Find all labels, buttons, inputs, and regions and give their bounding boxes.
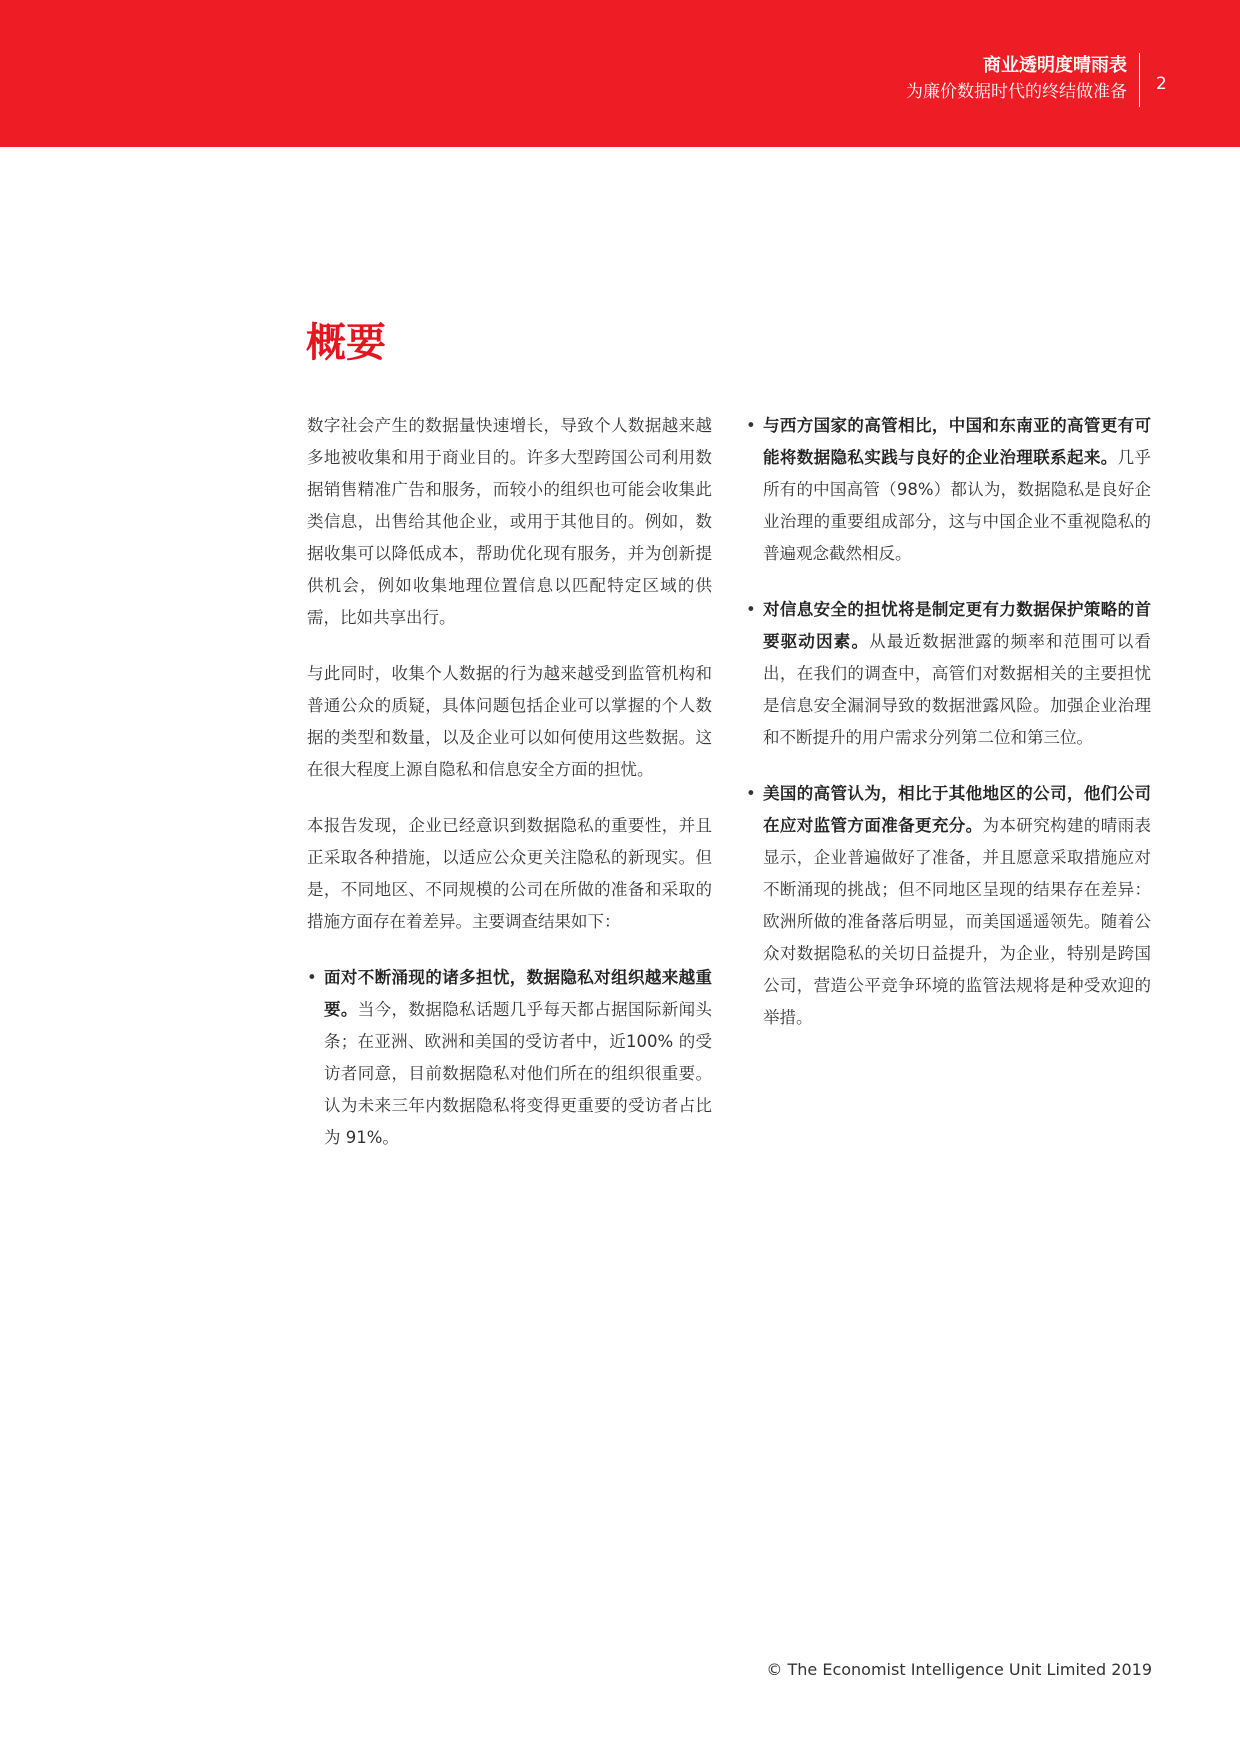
finding-text: 从最近数据泄露的频率和范围可以看出，在我们的调查中，高管们对数据相关的主要担忧是信息安全漏洞导致的数据泄露风险。加强企业治理和不断提升的用户需求分列第二位和第三位。 — [763, 632, 1152, 747]
finding-heading: 面对不断涌现的诸多担忧，数据隐私对组织越来越重要。 — [324, 968, 712, 1019]
running-header — [906, 53, 1140, 107]
finding-text: 为本研究构建的晴雨表显示，企业普遍做好了准备，并且愿意采取措施应对不断涌现的挑战；但不同地区呈现的结果存在差异：欧洲所做的准备落后明显，而美国遥遥领先。随着公众对数据隐私的关切日益提升，为企业，特别是跨国公司，营造公平竞争环境的监管法规将是种受欢迎的举措。 — [763, 816, 1152, 1027]
finding-heading: 美国的高管认为，相比于其他地区的公司，他们公司在应对监管方面准备更充分。 — [763, 784, 1151, 835]
bullet-icon: • — [746, 416, 756, 435]
page-number: 2 — [1156, 74, 1167, 94]
findings-list — [307, 962, 712, 1154]
findings-list — [746, 410, 1151, 1034]
finding-heading: 与西方国家的高管相比，中国和东南亚的高管更有可能将数据隐私实践与良好的企业治理联系起来。 — [763, 416, 1151, 467]
bullet-icon: • — [307, 968, 317, 987]
finding-text: 当今，数据隐私话题几乎每天都占据国际新闻头条；在亚洲、欧洲和美国的受访者中，近100% 的受访者同意，目前数据隐私对他们所在的组织很重要。认为未来三年内数据隐私将变得更重要的受访者占比为 91%。 — [324, 1000, 713, 1147]
finding-item — [746, 778, 1151, 1034]
section-title: 概要 — [306, 320, 386, 366]
paragraph: 与此同时，收集个人数据的行为越来越受到监管机构和普通公众的质疑，具体问题包括企业可以掌握的个人数据的类型和数量，以及企业可以如何使用这些数据。这在很大程度上源自隐私和信息安全方面的担忧。 — [307, 664, 712, 779]
left-column — [307, 410, 712, 1178]
paragraph: 数字社会产生的数据量快速增长，导致个人数据越来越多地被收集和用于商业目的。许多大型跨国公司利用数据销售精准广告和服务，而较小的组织也可能会收集此类信息，出售给其他企业，或用于其他目的。例如，数据收集可以降低成本，帮助优化现有服务，并为创新提供机会，例如收集地理位置信息以匹配特定区域的供需，比如共享出行。 — [307, 416, 712, 627]
finding-text: 几乎所有的中国高管（98%）都认为，数据隐私是良好企业治理的重要组成部分，这与中国企业不重视隐私的普遍观念截然相反。 — [763, 448, 1152, 563]
report-title: 商业透明度晴雨表 — [983, 55, 1127, 76]
bullet-icon: • — [746, 600, 756, 619]
finding-heading: 对信息安全的担忧将是制定更有力数据保护策略的首要驱动因素。 — [763, 600, 1151, 651]
right-column — [746, 410, 1151, 1058]
bullet-icon: • — [746, 784, 756, 803]
finding-item — [746, 410, 1151, 570]
finding-item — [307, 962, 712, 1154]
finding-item — [746, 594, 1151, 754]
copyright-footer: © The Economist Intelligence Unit Limited 2019 — [766, 1660, 1152, 1679]
report-subtitle: 为廉价数据时代的终结做准备 — [906, 82, 1127, 102]
paragraph: 本报告发现，企业已经意识到数据隐私的重要性，并且正采取各种措施，以适应公众更关注隐私的新现实。但是，不同地区、不同规模的公司在所做的准备和采取的措施方面存在着差异。主要调查结果如下： — [307, 816, 712, 931]
